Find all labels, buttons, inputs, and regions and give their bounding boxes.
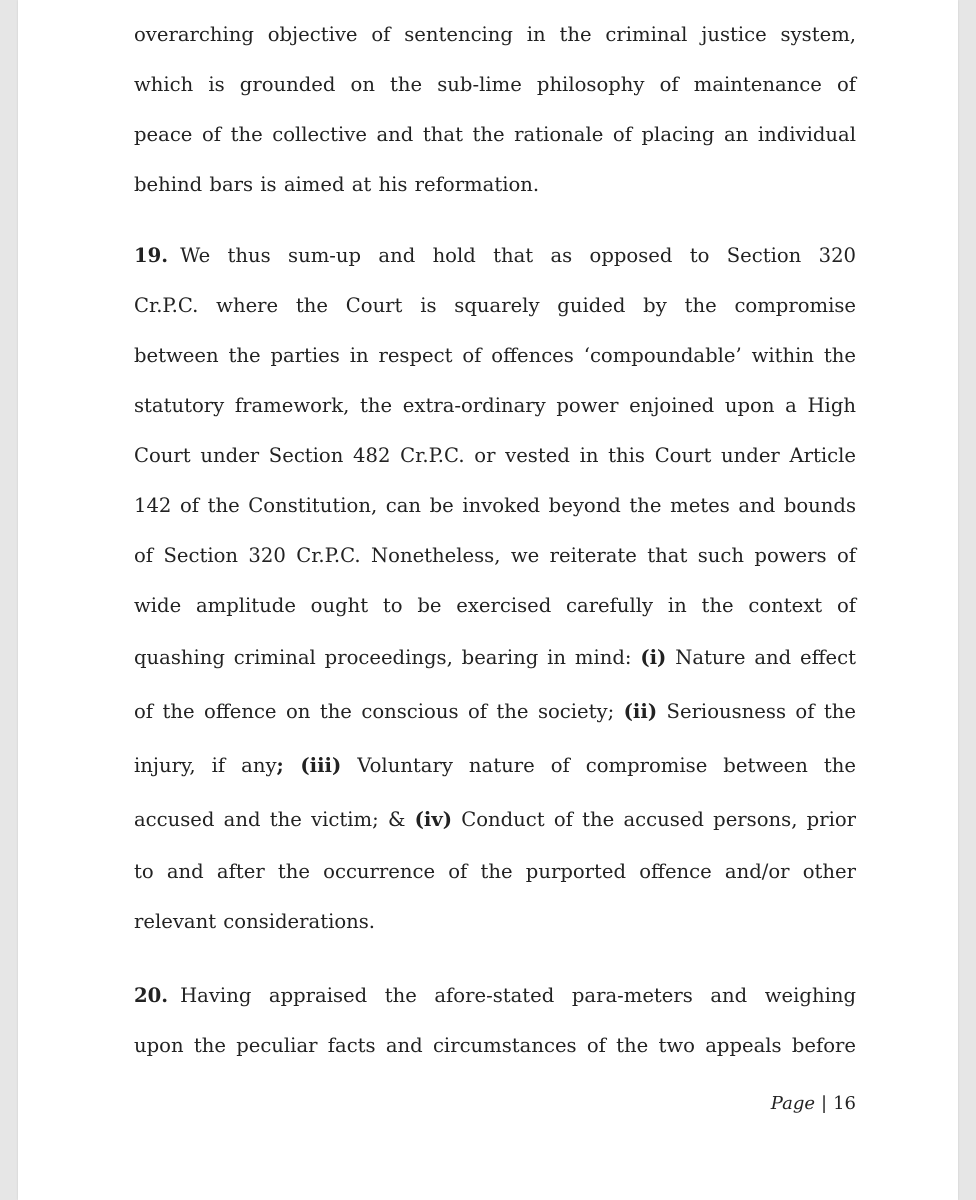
text-line: of Section 320 Cr.P.C. Nonetheless, we reiterate that such powers of — [134, 544, 856, 567]
text-segment: Nature and effect — [675, 646, 856, 669]
page-label: Page — [770, 1093, 816, 1114]
text-line: relevant considerations. — [134, 910, 376, 933]
page-number: 16 — [833, 1093, 856, 1114]
paragraph-continuation — [134, 10, 856, 210]
text-line — [134, 971, 856, 1021]
text-line — [134, 685, 856, 739]
text-line: between the parties in respect of offences ‘compoundable’ within the — [134, 344, 856, 367]
list-marker: (iv) — [414, 808, 452, 831]
list-marker: (ii) — [623, 700, 658, 723]
list-marker: ; (iii) — [276, 754, 342, 777]
paragraph-19 — [134, 231, 856, 947]
text-line: overarching objective of sentencing in the criminal justice system, — [134, 23, 856, 46]
text-line: peace of the collective and that the rationale of placing an individual — [134, 123, 856, 146]
text-line — [134, 231, 856, 281]
text-line: wide amplitude ought to be exercised carefully in the context of — [134, 594, 856, 617]
text-segment: accused and the victim; & — [134, 808, 406, 831]
list-marker: (i) — [640, 646, 667, 669]
text-line: to and after the occurrence of the purported offence and/or other — [134, 860, 856, 883]
text-segment: Voluntary nature of compromise between the — [357, 754, 856, 777]
text-line — [134, 793, 856, 847]
text-line: behind bars is aimed at his reformation. — [134, 173, 540, 196]
text-segment: Seriousness of the — [666, 700, 857, 723]
text-line — [134, 739, 856, 793]
paragraph-number: 19. — [134, 244, 169, 267]
text-line: Court under Section 482 Cr.P.C. or vested in this Court under Article — [134, 444, 856, 467]
text-line — [134, 631, 856, 685]
text-segment: Having appraised the afore-stated para-meters and weighing — [180, 984, 856, 1007]
footer-separator: | — [821, 1093, 828, 1114]
text-line: which is grounded on the sub-lime philosophy of maintenance of — [134, 73, 856, 96]
text-line: statutory framework, the extra-ordinary power enjoined upon a High — [134, 394, 856, 417]
text-segment: of the offence on the conscious of the society; — [134, 700, 615, 723]
text-line: Cr.P.C. where the Court is squarely guided by the compromise — [134, 294, 856, 317]
text-segment: We thus sum-up and hold that as opposed to Section 320 — [180, 244, 856, 267]
text-segment: quashing criminal proceedings, bearing in mind: — [134, 646, 632, 669]
paragraph-number: 20. — [134, 984, 169, 1007]
text-segment: injury, if any — [134, 754, 277, 777]
paragraph-20 — [134, 971, 856, 1071]
text-segment: Conduct of the accused persons, prior — [461, 808, 856, 831]
page-footer — [134, 1092, 856, 1116]
document-page — [18, 0, 958, 1200]
text-line: 142 of the Constitution, can be invoked beyond the metes and bounds — [134, 494, 856, 517]
text-line: upon the peculiar facts and circumstances of the two appeals before — [134, 1034, 856, 1057]
